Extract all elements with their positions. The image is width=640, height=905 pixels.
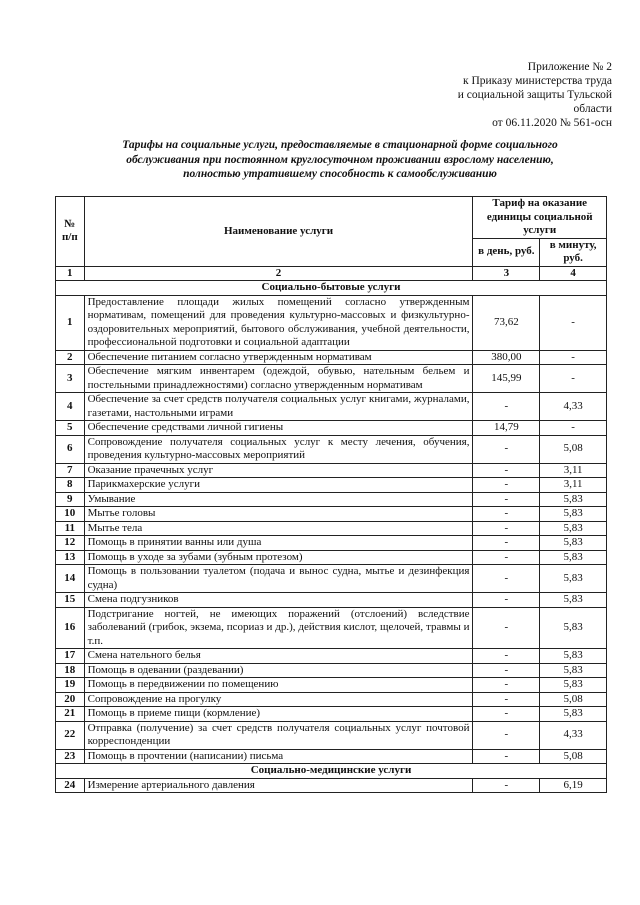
table-row <box>56 507 607 522</box>
title-line: Тарифы на социальные услуги, предоставляемые в стационарной форме социального <box>122 139 558 151</box>
tariff-per-day: 145,99 <box>473 365 540 393</box>
tariff-per-day: - <box>473 678 540 693</box>
tariff-per-minute: 5,83 <box>540 593 607 608</box>
service-name: Помощь в прочтении (написании) письма <box>84 749 473 764</box>
service-name: Сопровождение на прогулку <box>84 692 473 707</box>
row-number: 9 <box>56 492 85 507</box>
header-num: № п/п <box>56 197 85 267</box>
tariff-per-minute: 5,83 <box>540 550 607 565</box>
table-row <box>56 536 607 551</box>
column-index: 1 <box>56 266 85 281</box>
service-name: Помощь в одевании (раздевании) <box>84 663 473 678</box>
tariff-per-minute: 5,83 <box>540 565 607 593</box>
tariff-per-day: - <box>473 778 540 793</box>
service-name: Парикмахерские услуги <box>84 478 473 493</box>
tariff-per-day: - <box>473 478 540 493</box>
row-number: 12 <box>56 536 85 551</box>
service-name: Помощь в принятии ванны или душа <box>84 536 473 551</box>
tariff-per-minute: 5,83 <box>540 492 607 507</box>
appendix-line: области <box>573 103 612 115</box>
row-number: 23 <box>56 749 85 764</box>
tariff-per-day: - <box>473 707 540 722</box>
tariff-per-minute: - <box>540 421 607 436</box>
service-name: Оказание прачечных услуг <box>84 463 473 478</box>
appendix-line: Приложение № 2 <box>527 61 612 73</box>
row-number: 1 <box>56 295 85 350</box>
tariff-per-day: 73,62 <box>473 295 540 350</box>
tariff-per-day: - <box>473 435 540 463</box>
section-title: Социально-медицинские услуги <box>56 764 607 779</box>
tariff-per-minute: - <box>540 350 607 365</box>
service-name: Мытье головы <box>84 507 473 522</box>
tariff-per-day: - <box>473 393 540 421</box>
table-row <box>56 550 607 565</box>
appendix-header <box>458 60 612 130</box>
row-number: 17 <box>56 649 85 664</box>
header-name: Наименование услуги <box>84 197 473 267</box>
tariff-per-day: - <box>473 607 540 649</box>
table-row <box>56 565 607 593</box>
tariff-per-minute: 5,83 <box>540 678 607 693</box>
service-name: Отправка (получение) за счет средств получателя социальных услуг почтовой корреспонденции <box>84 721 473 749</box>
row-number: 8 <box>56 478 85 493</box>
section-row <box>56 764 607 779</box>
section-row <box>56 281 607 296</box>
tariff-per-day: - <box>473 565 540 593</box>
header-per-day: в день, руб. <box>473 238 540 266</box>
table-row <box>56 721 607 749</box>
table-row <box>56 492 607 507</box>
tariff-per-day: 380,00 <box>473 350 540 365</box>
table-row <box>56 663 607 678</box>
table-row <box>56 393 607 421</box>
table-row <box>56 521 607 536</box>
table-row <box>56 295 607 350</box>
table-row <box>56 649 607 664</box>
tariff-per-day: - <box>473 692 540 707</box>
document-title <box>60 138 620 182</box>
table-row <box>56 707 607 722</box>
row-number: 4 <box>56 393 85 421</box>
row-number: 13 <box>56 550 85 565</box>
tariff-per-minute: 4,33 <box>540 393 607 421</box>
appendix-line: и социальной защиты Тульской <box>457 89 612 101</box>
tariff-per-day: - <box>473 463 540 478</box>
row-number: 2 <box>56 350 85 365</box>
section-title: Социально-бытовые услуги <box>56 281 607 296</box>
row-number: 16 <box>56 607 85 649</box>
header-per-minute: в минуту, руб. <box>540 238 607 266</box>
service-name: Помощь в передвижении по помещению <box>84 678 473 693</box>
table-row <box>56 463 607 478</box>
service-name: Предоставление площади жилых помещений согласно утвержденным нормативам, помещений для проведения культурно-массовых и физкультурно-оздоровительных мероприятий, бытового обслуживания, учебной деятельности, профессиональной подготовки и социальной адаптации <box>84 295 473 350</box>
table-row <box>56 749 607 764</box>
tariff-per-minute: 5,08 <box>540 435 607 463</box>
service-name: Измерение артериального давления <box>84 778 473 793</box>
service-name: Смена подгузников <box>84 593 473 608</box>
tariff-per-day: - <box>473 663 540 678</box>
table-row <box>56 435 607 463</box>
title-line: полностью утратившему способность к самообслуживанию <box>183 168 497 180</box>
table-row <box>56 478 607 493</box>
table-row <box>56 607 607 649</box>
appendix-line: к Приказу министерства труда <box>463 75 612 87</box>
tariff-per-day: - <box>473 507 540 522</box>
table-row <box>56 593 607 608</box>
row-number: 15 <box>56 593 85 608</box>
tariff-per-minute: 5,83 <box>540 707 607 722</box>
tariff-per-day: - <box>473 550 540 565</box>
tariff-per-minute: 3,11 <box>540 463 607 478</box>
tariff-per-minute: 5,83 <box>540 607 607 649</box>
header-row <box>56 197 607 239</box>
service-name: Помощь в пользовании туалетом (подача и вынос судна, мытье и дезинфекция судна) <box>84 565 473 593</box>
row-number: 7 <box>56 463 85 478</box>
table-row <box>56 365 607 393</box>
row-number: 3 <box>56 365 85 393</box>
tariff-per-minute: 5,83 <box>540 649 607 664</box>
service-name: Помощь в уходе за зубами (зубным протезом) <box>84 550 473 565</box>
service-name: Подстригание ногтей, не имеющих поражений (отслоений) вследствие заболеваний (грибок, экзема, псориаз и др.), действия кислот, щелочей, травмы и т.п. <box>84 607 473 649</box>
tariff-per-day: - <box>473 492 540 507</box>
tariff-per-day: - <box>473 521 540 536</box>
tariff-per-minute: 5,83 <box>540 663 607 678</box>
row-number: 22 <box>56 721 85 749</box>
tariff-per-day: - <box>473 749 540 764</box>
row-number: 11 <box>56 521 85 536</box>
row-number: 6 <box>56 435 85 463</box>
row-number: 14 <box>56 565 85 593</box>
service-name: Мытье тела <box>84 521 473 536</box>
tariff-per-day: - <box>473 536 540 551</box>
tariff-per-minute: 5,08 <box>540 749 607 764</box>
tariff-per-day: - <box>473 593 540 608</box>
table-row <box>56 692 607 707</box>
service-name: Сопровождение получателя социальных услуг к месту лечения, обучения, проведения культурно-массовых мероприятий <box>84 435 473 463</box>
tariff-per-day: - <box>473 721 540 749</box>
tariff-per-day: 14,79 <box>473 421 540 436</box>
column-index: 4 <box>540 266 607 281</box>
header-tariff: Тариф на оказание единицы социальной услуги <box>473 197 607 239</box>
service-name: Обеспечение мягким инвентарем (одеждой, обувью, нательным бельем и постельными принадлежностями) согласно утвержденным нормативам <box>84 365 473 393</box>
row-number: 21 <box>56 707 85 722</box>
tariff-per-minute: - <box>540 295 607 350</box>
tariffs-table-body <box>56 197 607 793</box>
tariff-per-minute: 6,19 <box>540 778 607 793</box>
tariff-per-minute: 5,83 <box>540 521 607 536</box>
service-name: Обеспечение средствами личной гигиены <box>84 421 473 436</box>
appendix-line: от 06.11.2020 № 561-осн <box>492 117 612 129</box>
service-name: Обеспечение питанием согласно утвержденным нормативам <box>84 350 473 365</box>
service-name: Помощь в приеме пищи (кормление) <box>84 707 473 722</box>
column-index: 3 <box>473 266 540 281</box>
row-number: 20 <box>56 692 85 707</box>
row-number: 10 <box>56 507 85 522</box>
tariff-per-minute: 5,83 <box>540 507 607 522</box>
tariff-per-minute: 5,08 <box>540 692 607 707</box>
table-row <box>56 421 607 436</box>
column-index: 2 <box>84 266 473 281</box>
tariff-per-minute: - <box>540 365 607 393</box>
service-name: Умывание <box>84 492 473 507</box>
service-name: Смена нательного белья <box>84 649 473 664</box>
tariff-per-minute: 5,83 <box>540 536 607 551</box>
row-number: 19 <box>56 678 85 693</box>
column-index-row <box>56 266 607 281</box>
table-row <box>56 350 607 365</box>
tariff-per-minute: 4,33 <box>540 721 607 749</box>
table-row <box>56 678 607 693</box>
tariff-per-day: - <box>473 649 540 664</box>
row-number: 18 <box>56 663 85 678</box>
service-name: Обеспечение за счет средств получателя социальных услуг книгами, журналами, газетами, настольными играми <box>84 393 473 421</box>
tariffs-table <box>55 196 607 793</box>
title-line: обслуживания при постоянном круглосуточном проживании взрослому населению, <box>126 153 554 166</box>
tariff-per-minute: 3,11 <box>540 478 607 493</box>
row-number: 24 <box>56 778 85 793</box>
row-number: 5 <box>56 421 85 436</box>
table-row <box>56 778 607 793</box>
